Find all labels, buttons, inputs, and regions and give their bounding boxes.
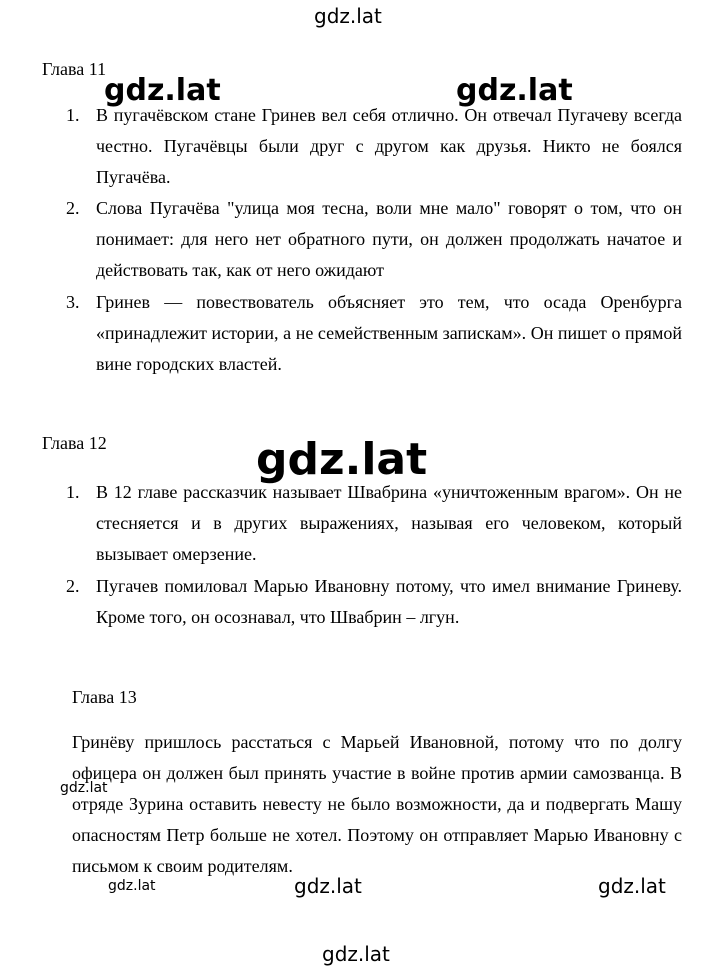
item-text: Пугачев помиловал Марью Ивановну потому, что имел внимание Гриневу. Кроме того, он осознавал, что Швабрин – лгун. xyxy=(96,576,682,627)
chapter-12-heading: Глава 12 xyxy=(42,433,107,453)
item-text: В пугачёвском стане Гринев вел себя отлично. Он отвечал Пугачеву всегда честно. Пугачёвцы были друг с другом как друзья. Никто не боялся Пугачёва. xyxy=(96,105,682,187)
watermark-big: gdz.lat xyxy=(256,434,428,485)
item-text: В 12 главе рассказчик называет Швабрина «уничтоженным врагом». Он не стесняется и в других выражениях, называя его человеком, который вызывает омерзение. xyxy=(96,482,682,564)
watermark-mid-1: gdz.lat xyxy=(294,874,362,898)
watermark-mid-2: gdz.lat xyxy=(598,874,666,898)
item-number: 3. xyxy=(66,292,80,312)
item-number: 1. xyxy=(66,105,80,125)
item-number: 2. xyxy=(66,576,80,596)
chapter-11-item-3 xyxy=(66,287,682,380)
chapter-12-item-1 xyxy=(66,477,682,570)
chapter-11-item-1 xyxy=(66,100,682,193)
watermark-small-1: gdz.lat xyxy=(60,780,108,796)
watermark-a: gdz.lat xyxy=(104,73,221,108)
watermark-b: gdz.lat xyxy=(456,73,573,108)
item-text: Гринев — повествователь объясняет это тем, что осада Оренбурга «принадлежит истории, а не семейственным запискам». Он пишет о прямой вине городских властей. xyxy=(96,292,682,374)
chapter-12-item-2 xyxy=(66,571,682,633)
watermark-top: gdz.lat xyxy=(314,4,382,28)
chapter-13-paragraph: Гринёву пришлось расстаться с Марьей Ивановной, потому что по долгу офицера он должен был принять участие в войне против армии самозванца. В отряде Зурина оставить невесту не было возможности, да и подвергать Машу опасностям Петр больше не хотел. Поэтому он отправляет Марью Ивановну с письмом к своим родителям. xyxy=(72,732,682,876)
chapter-11-heading: Глава 11 xyxy=(42,59,107,79)
item-number: 2. xyxy=(66,198,80,218)
watermark-bottom: gdz.lat xyxy=(322,942,390,966)
item-text: Слова Пугачёва "улица моя тесна, воли мне мало" говорят о том, что он понимает: для него нет обратного пути, он должен продолжать начатое и действовать так, как от него ожидают xyxy=(96,198,682,280)
watermark-small-2: gdz.lat xyxy=(108,878,156,894)
item-number: 1. xyxy=(66,482,80,502)
chapter-11-item-2 xyxy=(66,193,682,286)
chapter-13-heading: Глава 13 xyxy=(72,687,137,707)
